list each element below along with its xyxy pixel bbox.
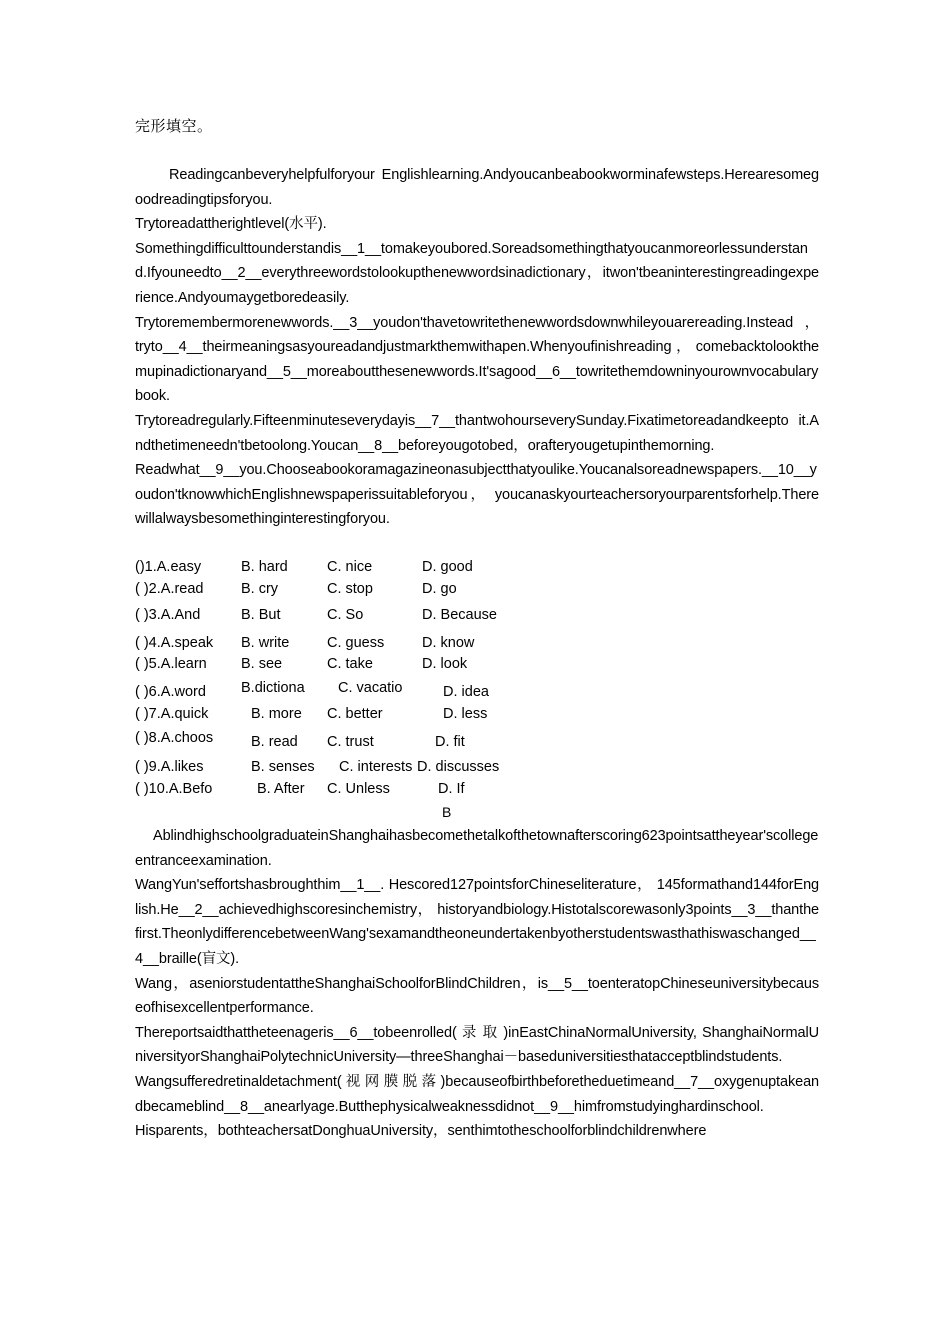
- question-row: [135, 607, 819, 629]
- option-d: D. good: [422, 559, 473, 575]
- option-d: D. If: [438, 781, 465, 797]
- passage-a-paragraph: Trytoreadattherightlevel(水平).: [135, 216, 327, 233]
- question-number-option-a: ( )5.A.learn: [135, 656, 207, 672]
- option-b: B.dictiona: [241, 680, 305, 696]
- question-number-option-a: ()1.A.easy: [135, 559, 202, 575]
- question-row: [135, 635, 819, 657]
- passage-b-paragraph: Thereportsaidthattheteenageris__6__tobeenrolled( 录 取 )inEastChinaNormalUniversity, ShanghaiNormalUniversityorShanghaiPolytechnicUniversity—threeShanghai－baseduniversitiesthatacceptblindstudents.: [135, 1024, 819, 1066]
- option-c: C. So: [327, 607, 364, 623]
- question-number-option-a: ( )3.A.And: [135, 607, 201, 623]
- option-b: B. write: [241, 635, 290, 651]
- option-b: B. But: [241, 607, 281, 623]
- question-number-option-a: ( )10.A.Befo: [135, 781, 213, 797]
- passage-a-paragraph: Readingcanbeveryhelpfulforyour Englishlearning.Andyoucanbeabookworminafewsteps.Herearesomegoodreadingtipsforyou.: [135, 167, 819, 208]
- option-d: D. idea: [443, 684, 489, 700]
- passage-a: [135, 163, 819, 532]
- question-number-option-a: ( )8.A.choos: [135, 730, 214, 746]
- option-b: B. more: [251, 706, 302, 722]
- question-number-option-a: ( )4.A.speak: [135, 635, 214, 651]
- passage-b-paragraph: Hisparents，bothteachersatDonghuaUniversity，senthimtotheschoolforblindchildrenwhere: [135, 1123, 707, 1140]
- question-row: [135, 759, 819, 781]
- question-row: [135, 581, 819, 603]
- page-title: 完形填空。: [135, 118, 213, 135]
- passage-b-paragraph: AblindhighschoolgraduateinShanghaihasbecomethetalkofthetownafterscoring623pointsattheyear'scollegeentranceexamination.: [135, 828, 819, 869]
- question-row: [135, 559, 819, 581]
- passage-b: [135, 824, 819, 1144]
- section-b-label: B: [442, 804, 452, 820]
- passage-a-paragraph: Trytoreadregularly.Fifteenminuteseverydayis__7__thantwohourseverySunday.Fixatimetoreadandkeepto it.Andthetimeneedn'tbetoolong.Youcan__8__beforeyougotobed，orafteryougetupinthemorning.: [135, 412, 819, 454]
- option-b: B. read: [251, 734, 298, 750]
- passage-b-paragraph: Wangsufferedretinaldetachment( 视 网 膜 脱 落 )becauseofbirthbeforetheduetimeand__7__oxygenuptakeandbecameblind__8__anearlyage.Butthephysicalweaknessdidnot__9__himfromstudyinghardinschool.: [135, 1073, 819, 1115]
- question-row: [135, 680, 819, 706]
- option-c: C. nice: [327, 559, 373, 575]
- question-row: [135, 730, 819, 756]
- option-b: B. hard: [241, 559, 288, 575]
- option-b: B. After: [257, 781, 305, 797]
- option-d: D. less: [443, 706, 488, 722]
- option-d: D. discusses: [417, 759, 500, 775]
- question-row: [135, 656, 819, 678]
- option-c: C. interests: [339, 759, 413, 775]
- option-d: D. look: [422, 656, 468, 672]
- option-c: C. Unless: [327, 781, 390, 797]
- option-c: C. vacatio: [338, 680, 403, 696]
- question-number-option-a: ( )9.A.likes: [135, 759, 204, 775]
- option-d: D. fit: [435, 734, 465, 750]
- question-number-option-a: ( )2.A.read: [135, 581, 204, 597]
- option-b: B. cry: [241, 581, 279, 597]
- question-number-option-a: ( )6.A.word: [135, 684, 206, 700]
- option-c: C. better: [327, 706, 383, 722]
- option-b: B. senses: [251, 759, 315, 775]
- question-row: [135, 781, 819, 803]
- passage-a-paragraph: Trytoremembermorenewwords.__3__youdon'thavetowritethenewwordsdownwhileyouarereading.Instead ， tryto__4__theirmeaningsasyoureadandjustmarkthemwithapen.Whenyoufinishreading ， comebacktolookthemupinadictionaryand__5__moreaboutthesenewwords.It'sagood__6__towritethemdowninyourownvocabularybook.: [135, 314, 819, 405]
- passage-b-paragraph: Wang，aseniorstudentattheShanghaiSchoolforBlindChildren，is__5__toenteratopChineseuniversitybecauseofhisexcellentperformance.: [135, 975, 819, 1017]
- option-c: C. guess: [327, 635, 385, 651]
- question-number-option-a: ( )7.A.quick: [135, 706, 209, 722]
- option-d: D. go: [422, 581, 457, 597]
- option-c: C. stop: [327, 581, 373, 597]
- option-c: C. trust: [327, 734, 374, 750]
- option-c: C. take: [327, 656, 373, 672]
- option-d: D. Because: [422, 607, 497, 623]
- question-row: [135, 706, 819, 728]
- option-b: B. see: [241, 656, 283, 672]
- passage-a-paragraph: Readwhat__9__you.Chooseabookoramagazineonasubjectthatyoulike.Youcanalsoreadnewspapers.__10__youdon'tknowwhichEnglishnewspaperissuitableforyou， youcanaskyourteachersoryourparentsforhelp.Therewillalwaysbesomethinginterestingforyou.: [135, 462, 819, 528]
- passage-b-paragraph: WangYun'seffortshasbroughthim__1__. Hescored127pointsforChineseliterature， 145formathand144forEnglish.He__2__achievedhighscoresinchemistry， historyandbiology.Histotalscorewasonly3points__3__thanthefirst.TheonlydifferencebetweenWang'sexamandtheoneundertakenbyotherstudentswasthathiswaschanged__4__braille(盲文).: [135, 877, 819, 967]
- option-d: D. know: [422, 635, 475, 651]
- passage-a-paragraph: Somethingdifficulttounderstandis__1__tomakeyoubored.Soreadsomethingthatyoucanmoreorlessunderstand.Ifyouneedto__2__everythreewordstolookupthenewwordsinadictionary，itwon'tbeaninterestingreadingexperience.Andyoumaygetboredeasily.: [135, 240, 819, 306]
